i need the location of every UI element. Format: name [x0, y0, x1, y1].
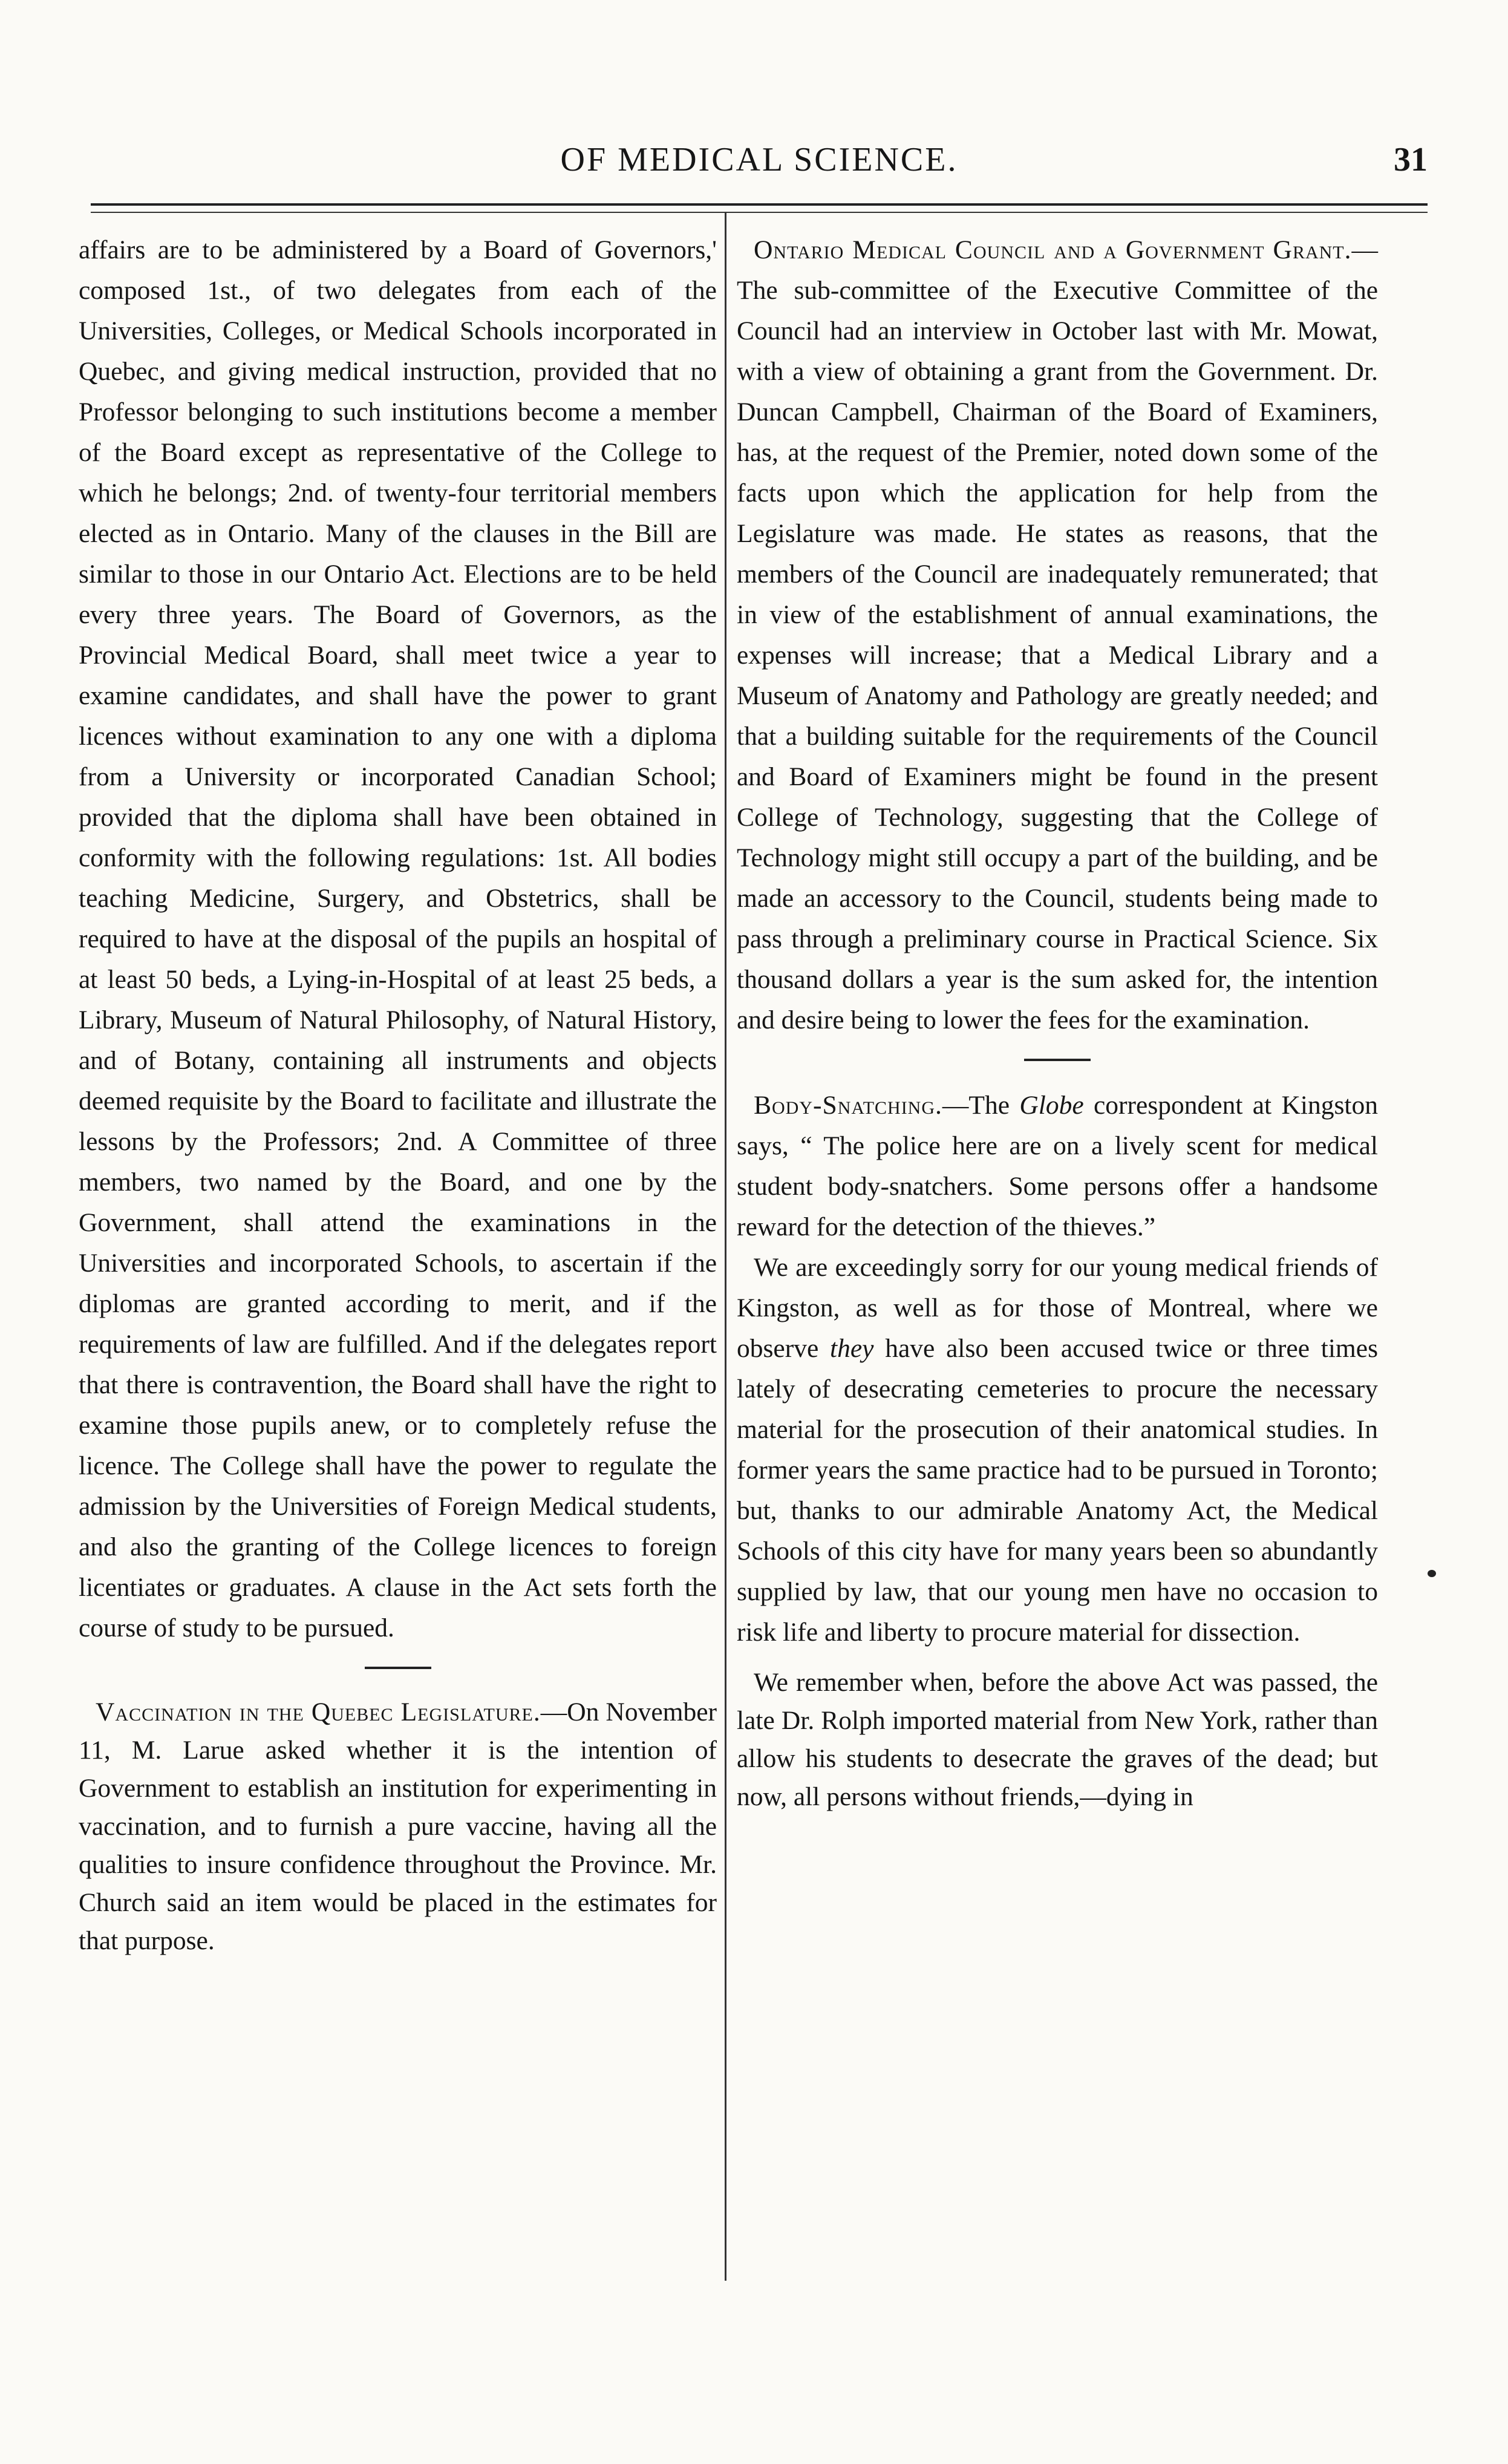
left-column [79, 230, 717, 1960]
ontario-council-body: —The sub-committee of the Executive Committee of the Council had an interview in October last with Mr. Mowat, with a view of obtaining a grant from the Government. Dr. Duncan Campbell, Chairman of the Board of Examiners, has, at the request of the Premier, noted down some of the facts upon which the application for help from the Legislature was made. He states as reasons, that the members of the Council are inadequately remunerated; that in view of the establishment of annual examinations, the expenses will increase; that a Medical Library and a Museum of Anatomy and Pathology are greatly needed; and that a building suitable for the requirements of the Council and Board of Examiners might be found in the present College of Technology, suggesting that the College of Technology might still occupy a part of the building, and be made an accessory to the Council, students being made to pass through a preliminary course in Practical Science. Six thousand dollars a year is the sum asked for, the intention and desire being to lower the fees for the examination. [737, 235, 1378, 1034]
section-divider [365, 1667, 431, 1669]
right-column [737, 230, 1378, 1816]
sorry-text-b: have also been accused twice or three times lately of desecrating cemeteries to procure the necessary material for the prosecution of their anatomical studies. In former years the same practice had to be pursued in Toronto; but, thanks to our admirable Anatomy Act, the Medical Schools of this city have for many years been so abundantly supplied by law, that our young men have no occasion to risk life and liberty to procure material for dissection. [737, 1334, 1379, 1647]
page-number: 31 [1394, 141, 1428, 178]
header-rule-thin [91, 212, 1428, 213]
vaccination-paragraph [79, 1693, 717, 1960]
they-emphasis: they [830, 1334, 874, 1363]
quebec-bill-paragraph: affairs are to be administered by a Board of Governors,' composed 1st., of two delegates from each of the Universities, Colleges, or Medical Schools incorporated in Quebec, and giving medical instruction, provided that no Professor belonging to such institutions become a member of the Board except as representative of the College to which he belongs; 2nd. of twenty-four territorial members elected as in Ontario. Many of the clauses in the Bill are similar to those in our Ontario Act. Elections are to be held every three years. The Board of Governors, as the Provincial Medical Board, shall meet twice a year to examine candidates, and shall have the power to grant licences without examination to any one with a diploma from a University or incorporated Canadian School; provided that the diploma shall have been obtained in conformity with the following regulations: 1st. All bodies teaching Medicine, Surgery, and Obstetrics, shall be required to have at the disposal of the pupils an hospital of at least 50 beds, a Lying-in-Hospital of at least 25 beds, a Library, Museum of Natural Philosophy, of Natural History, and of Botany, containing all instruments and objects deemed requisite by the Board to facilitate and illustrate the lessons by the Professors; 2nd. A Committee of three members, two named by the Board, and one by the Government, shall attend the examinations in the Universities and incorporated Schools, to ascertain if the diplomas are granted according to merit, and if the requirements of law are fulfilled. And if the delegates report that there is contravention, the Board shall have the right to examine those pupils anew, or to completely refuse the licence. The College shall have the power to regulate the admission by the Universities of Foreign Medical students, and also the granting of the College licences to foreign licentiates or graduates. A clause in the Act sets forth the course of study to be pursued. [79, 235, 717, 1642]
body-snatching-heading: Body-Snatching. [754, 1091, 942, 1120]
body-snatching-lead: —The [942, 1091, 1020, 1120]
column-divider [725, 212, 726, 2281]
body-snatching-body: correspondent at Kingston says, “ The police here are on a lively scent for medical student body-snatchers. Some persons offer a handsome reward for the detection of the thieves.” [737, 1091, 1378, 1241]
ontario-council-heading: Ontario Medical Council and a Government Grant. [754, 235, 1352, 264]
ontario-council-paragraph [737, 230, 1378, 1041]
sorry-text-a: We are exceedingly sorry for our young medical friends of Kingston, as well as for those of Montreal, where we observe [737, 1253, 1378, 1363]
running-title: OF MEDICAL SCIENCE. [560, 141, 958, 178]
header-rule [91, 203, 1428, 206]
globe-newspaper: Globe [1019, 1091, 1084, 1120]
margin-blot [1428, 1570, 1436, 1577]
remember-paragraph: We remember when, before the above Act was passed, the late Dr. Rolph imported material from New York, rather than allow his students to desecrate the graves of the dead; but now, all persons without friends,—dying in [737, 1668, 1378, 1811]
sorry-paragraph [737, 1247, 1378, 1653]
vaccination-heading: Vaccination in the Quebec Legislature. [96, 1698, 541, 1727]
section-divider [1024, 1059, 1091, 1061]
body-snatching-paragraph [737, 1085, 1378, 1247]
vaccination-body: —On November 11, M. Larue asked whether it is the intention of Government to establish an institution for experimenting in vaccination, and to furnish a pure vaccine, having all the qualities to insure confidence throughout the Province. Mr. Church said an item would be placed in the estimates for that purpose. [79, 1698, 717, 1955]
paragraph-gap [737, 1653, 1378, 1664]
page-header [91, 140, 1428, 189]
